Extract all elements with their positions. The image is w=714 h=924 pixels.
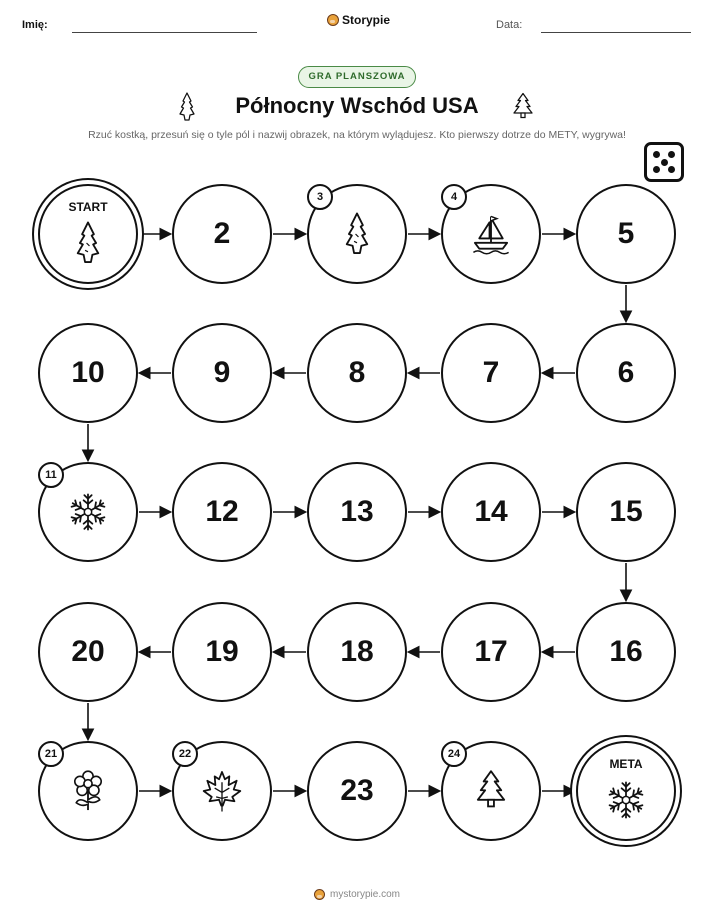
page-title: Północny Wschód USA [235, 93, 479, 118]
space-number-badge: 11 [38, 462, 64, 488]
brand-name: Storypie [342, 13, 391, 27]
board-space-18 [307, 602, 407, 702]
space-number: 23 [340, 774, 374, 807]
board-space-9 [172, 323, 272, 423]
board-space-17 [441, 602, 541, 702]
board-space-20 [38, 602, 138, 702]
space-number: 9 [213, 356, 231, 389]
space-number: 18 [340, 635, 374, 668]
space-label: META [609, 757, 643, 771]
space-number: 12 [205, 495, 239, 528]
board-space-6 [576, 323, 676, 423]
board-space-13 [307, 462, 407, 562]
board-space-25 [576, 741, 676, 841]
board-space-3 [307, 184, 407, 284]
board-space-10 [38, 323, 138, 423]
board-space-4 [441, 184, 541, 284]
space-number: 5 [617, 217, 635, 250]
space-number-badge: 21 [38, 741, 64, 767]
board-space-24 [441, 741, 541, 841]
arrowhead-icon [66, 221, 110, 265]
snowflake-icon [66, 490, 110, 534]
footer-url[interactable]: mystorypie.com [329, 889, 400, 900]
board-space-7 [441, 323, 541, 423]
space-number: 13 [340, 495, 374, 528]
space-number: 15 [609, 495, 643, 528]
pine-tree-icon [469, 769, 513, 813]
snowflake-icon [604, 778, 648, 822]
space-number: 10 [71, 356, 105, 389]
instructions: Rzuć kostką, przesuń się o tyle pól i nazwij obrazek, na którym wylądujesz. Kto pierwszy dotrze do METY, wygrywa! [88, 129, 626, 141]
space-number: 14 [474, 495, 508, 528]
board-space-19 [172, 602, 272, 702]
name-label: Imię: [22, 19, 48, 31]
space-number: 2 [213, 217, 231, 250]
space-number: 20 [71, 635, 105, 668]
board-space-23 [307, 741, 407, 841]
footer [0, 889, 714, 900]
space-number: 7 [482, 356, 500, 389]
board-space-21 [38, 741, 138, 841]
space-number-badge: 3 [307, 184, 333, 210]
board-space-16 [576, 602, 676, 702]
board-space-12 [172, 462, 272, 562]
space-number-badge: 22 [172, 741, 198, 767]
space-number: 6 [617, 356, 635, 389]
board-space-22 [172, 741, 272, 841]
date-label: Data: [496, 19, 523, 31]
space-number-badge: 24 [441, 741, 467, 767]
arrowhead-icon [335, 212, 379, 256]
game-type-badge: GRA PLANSZOWA [298, 66, 416, 88]
board-space-1 [38, 184, 138, 284]
board-space-14 [441, 462, 541, 562]
board-space-11 [38, 462, 138, 562]
board-space-2 [172, 184, 272, 284]
bear-logo-icon [314, 889, 325, 900]
flower-icon [66, 769, 110, 813]
board-space-5 [576, 184, 676, 284]
space-number: 19 [205, 635, 239, 668]
board-space-8 [307, 323, 407, 423]
space-number: 8 [348, 356, 366, 389]
space-number: 17 [474, 635, 508, 668]
space-label: START [68, 200, 108, 214]
space-number-badge: 4 [441, 184, 467, 210]
board-space-15 [576, 462, 676, 562]
sailboat-icon [469, 212, 513, 256]
space-number: 16 [609, 635, 643, 668]
maple-leaf-icon [200, 769, 244, 813]
